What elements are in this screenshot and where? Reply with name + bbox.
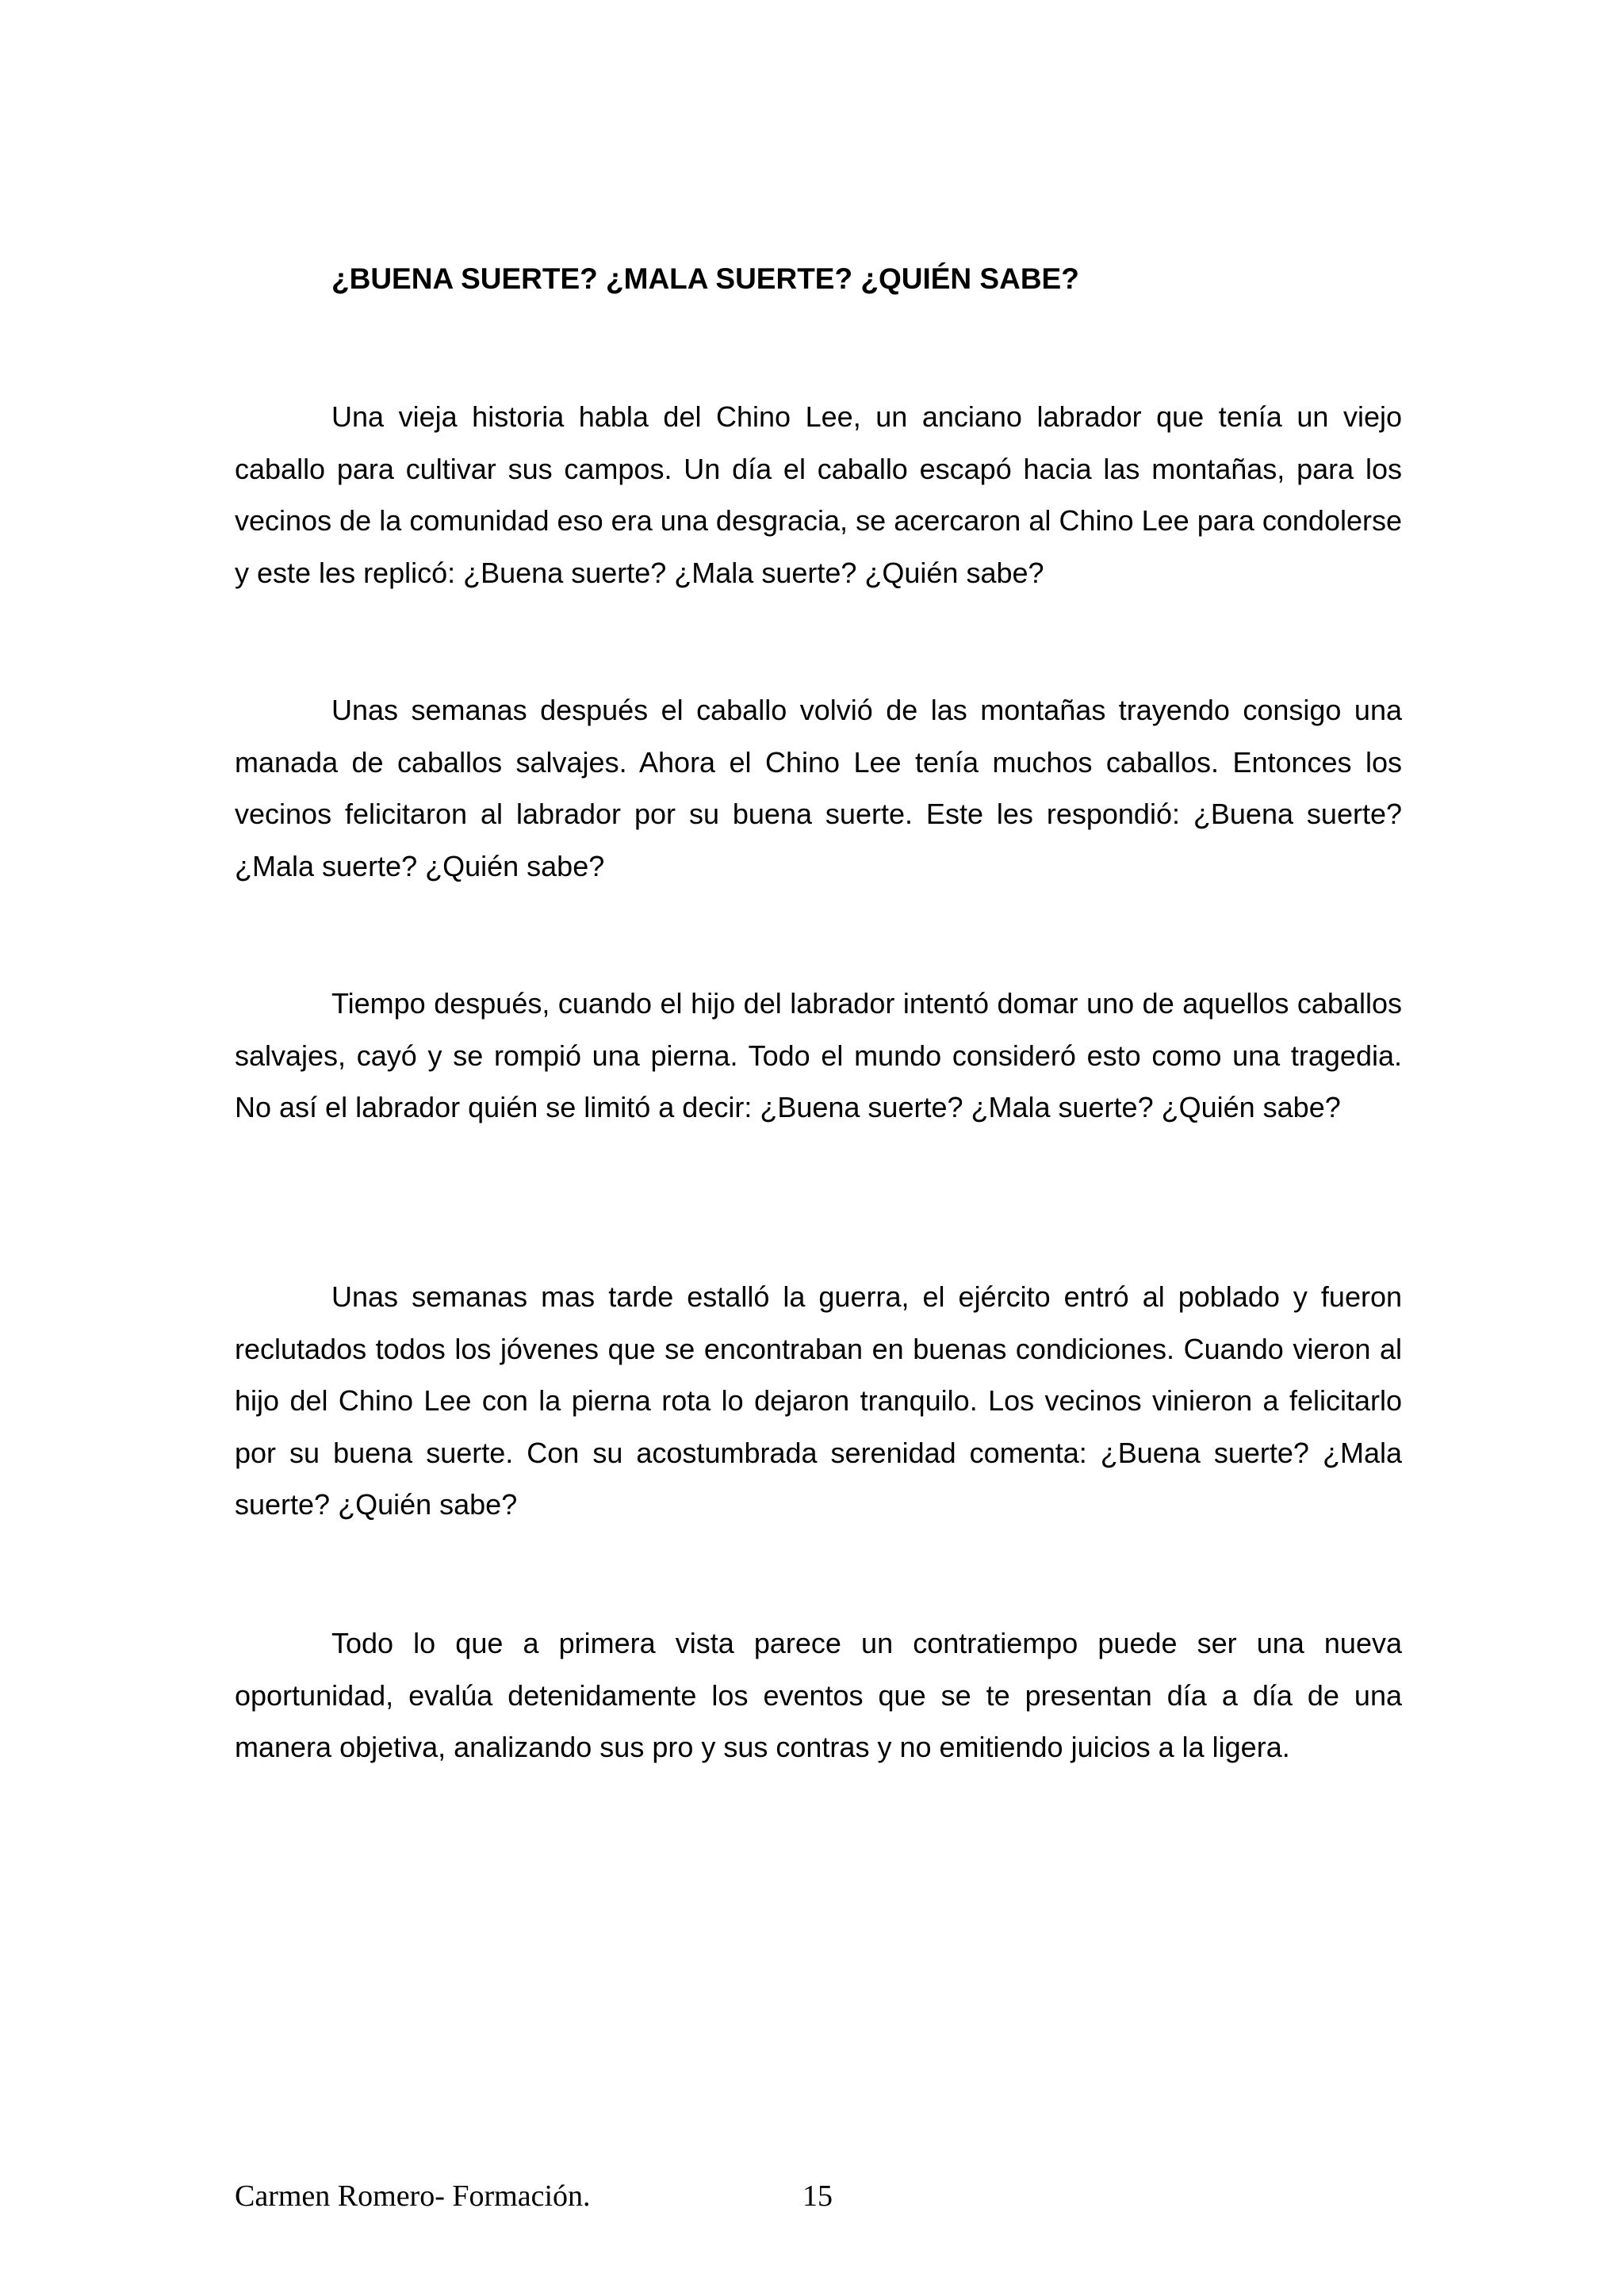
- paragraph-4: Unas semanas mas tarde estalló la guerra, el ejército entró al poblado y fueron reclutados todos los jóvenes que se encontraban en buenas condiciones. Cuando vieron al hijo del Chino Lee con la pierna rota lo dejaron tranquilo. Los vecinos vinieron a felicitarlo por su buena suerte. Con su acostumbrada serenidad comenta: ¿Buena suerte? ¿Mala suerte? ¿Quién sabe?: [235, 1280, 1402, 1521]
- document-title: ¿BUENA SUERTE? ¿MALA SUERTE? ¿QUIÉN SABE?: [331, 262, 1079, 295]
- footer-author: Carmen Romero- Formación.: [235, 2179, 591, 2213]
- paragraph-1: Una vieja historia habla del Chino Lee, un anciano labrador que tenía un viejo caballo para cultivar sus campos. Un día el caballo escapó hacia las montañas, para los vecinos de la comunidad eso era una desgracia, se acercaron al Chino Lee para condolerse y este les replicó: ¿Buena suerte? ¿Mala suerte? ¿Quién sabe?: [235, 400, 1402, 589]
- page-number: 15: [802, 2179, 833, 2213]
- paragraph-2: Unas semanas después el caballo volvió de las montañas trayendo consigo una manada de caballos salvajes. Ahora el Chino Lee tenía muchos caballos. Entonces los vecinos felicitaron al labrador por su buena suerte. Este les respondió: ¿Buena suerte? ¿Mala suerte? ¿Quién sabe?: [235, 694, 1402, 882]
- paragraph-3: Tiempo después, cuando el hijo del labrador intentó domar uno de aquellos caballos salvajes, cayó y se rompió una pierna. Todo el mundo consideró esto como una tragedia. No así el labrador quién se limitó a decir: ¿Buena suerte? ¿Mala suerte? ¿Quién sabe?: [235, 987, 1402, 1123]
- paragraph-5: Todo lo que a primera vista parece un contratiempo puede ser una nueva oportunidad, evalúa detenidamente los eventos que se te presentan día a día de una manera objetiva, analizando sus pro y sus contras y no emitiendo juicios a la ligera.: [235, 1627, 1402, 1763]
